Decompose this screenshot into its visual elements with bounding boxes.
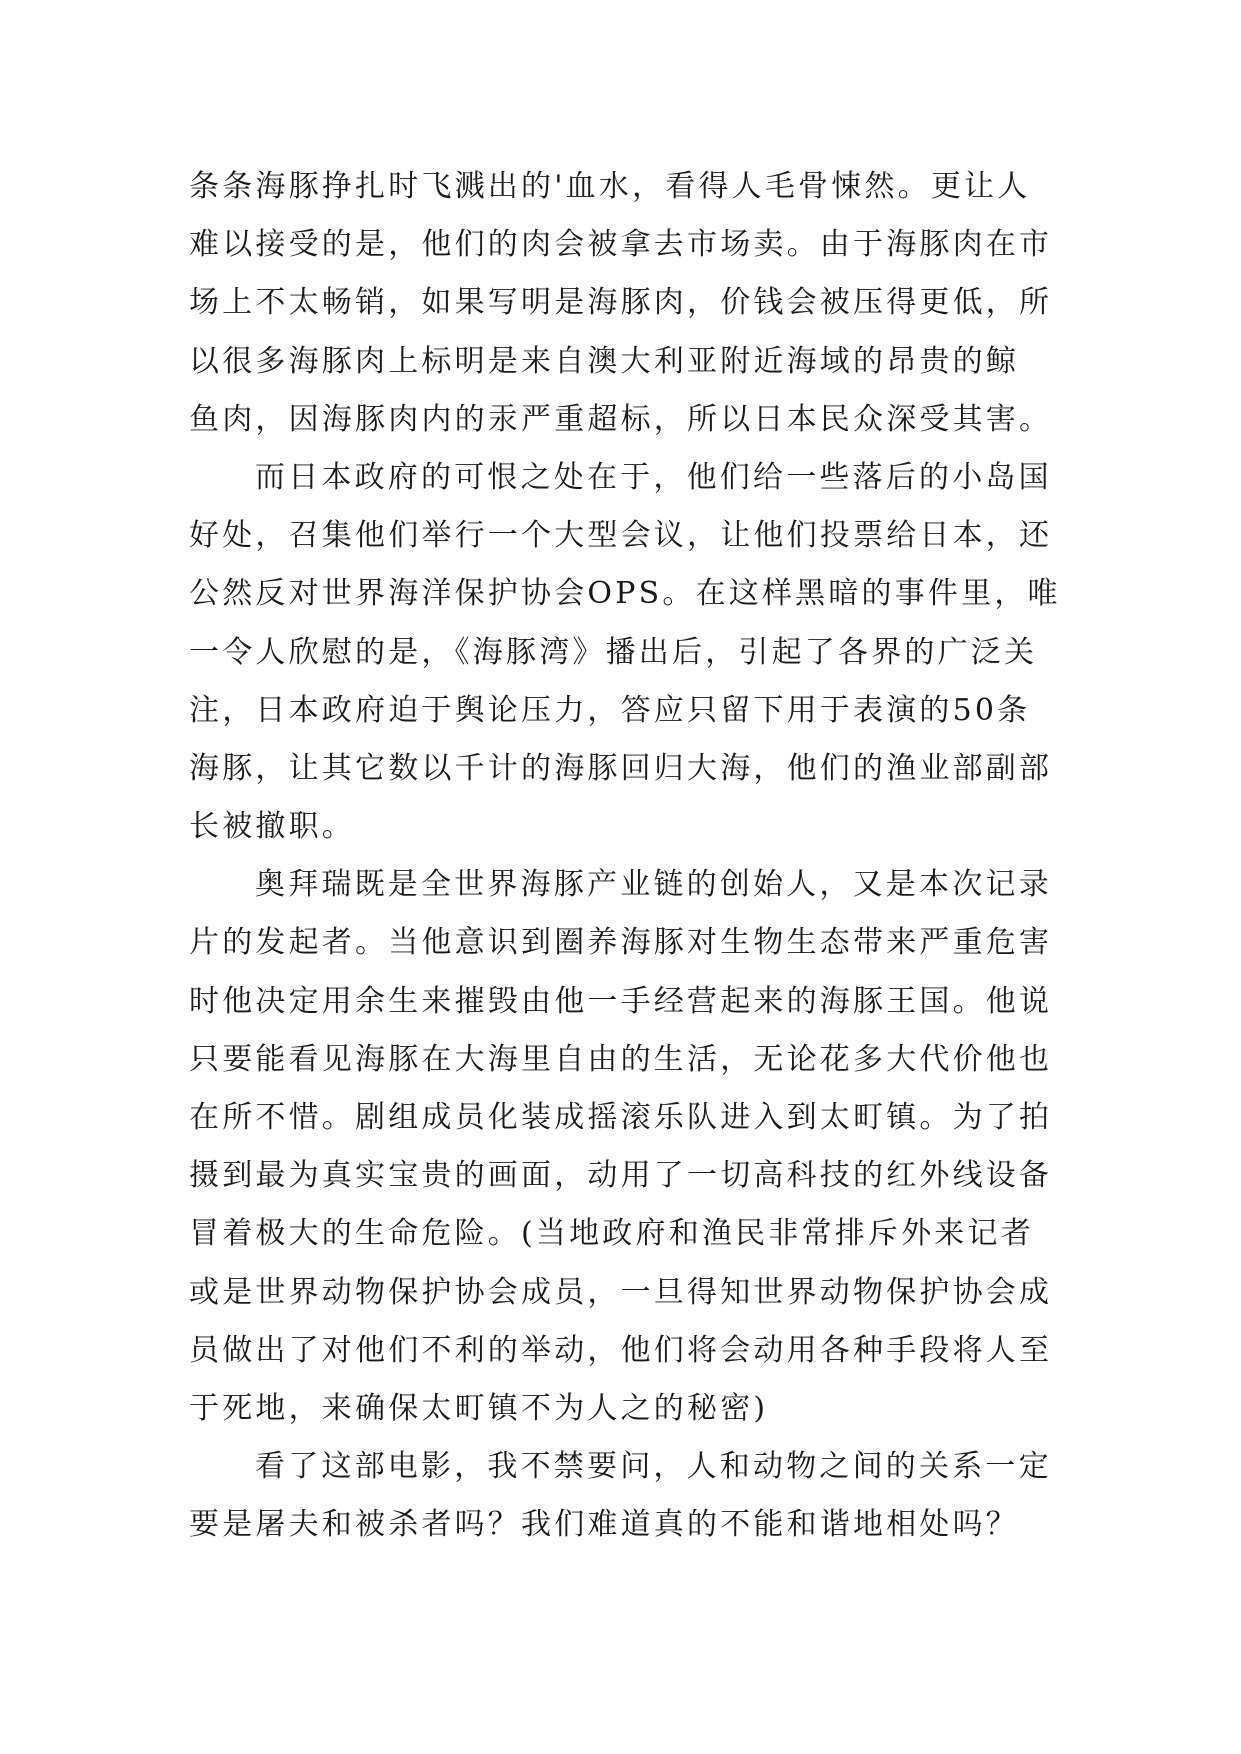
text-line: 片的发起者。当他意识到圈养海豚对生物生态带来严重危害 (189, 925, 1053, 961)
text-line: 在所不惜。剧组成员化装成摇滚乐队进入到太町镇。为了拍 (189, 1100, 1053, 1135)
text-line: 于死地，来确保太町镇不为人之的秘密) (189, 1390, 769, 1426)
text-line: 一令人欣慰的是，《海豚湾》播出后，引起了各界的广泛关 (189, 634, 1038, 670)
document-body (189, 158, 1069, 1555)
text-line: 摄到最为真实宝贵的画面，动用了一切高科技的红外线设备 (189, 1158, 1053, 1194)
text-line: 以很多海豚肉上标明是来自澳大利亚附近海域的昂贵的鲸 (189, 343, 1019, 379)
text-line: 海豚，让其它数以千计的海豚回归大海，他们的渔业部副部 (189, 750, 1053, 786)
paragraph-4 (189, 1438, 1069, 1554)
text-line: 冒着极大的生命危险。(当地政府和渔民非常排斥外来记者 (189, 1216, 1034, 1252)
text-line: 或是世界动物保护协会成员，一旦得知世界动物保护协会成 (189, 1274, 1053, 1310)
text-line: 长被撤职。 (189, 809, 355, 845)
text-line: 注，日本政府迫于舆论压力，答应只留下用于表演的50条 (189, 692, 1031, 728)
text-line: 条条海豚挣扎时飞溅出的'血水，看得人毛骨悚然。更让人 (189, 169, 1031, 204)
text-line: 看了这部电影，我不禁要问，人和动物之间的关系一定 (255, 1449, 1052, 1485)
text-line: 奥拜瑞既是全世界海豚产业链的创始人，又是本次记录 (255, 867, 1052, 903)
text-line: 要是屠夫和被杀者吗？我们难道真的不能和谐地相处吗？ (189, 1507, 1019, 1543)
text-line: 时他决定用余生来摧毁由他一手经营起来的海豚王国。他说 (189, 983, 1053, 1019)
text-line: 员做出了对他们不利的举动，他们将会动用各种手段将人至 (189, 1332, 1053, 1368)
text-line: 只要能看见海豚在大海里自由的生活，无论花多大代价他也 (189, 1041, 1053, 1077)
text-line: 难以接受的是，他们的肉会被拿去市场卖。由于海豚肉在市 (189, 227, 1053, 263)
text-line: 鱼肉，因海豚肉内的汞严重超标，所以日本民众深受其害。 (189, 401, 1053, 437)
text-line: 好处，召集他们举行一个大型会议，让他们投票给日本，还 (189, 518, 1053, 554)
paragraph-2 (189, 449, 1069, 856)
paragraph-3 (189, 856, 1069, 1438)
text-line: 公然反对世界海洋保护协会OPS。在这样黑暗的事件里，唯 (189, 576, 1061, 612)
paragraph-1 (189, 158, 1069, 449)
text-line: 而日本政府的可恨之处在于，他们给一些落后的小岛国 (255, 459, 1052, 495)
text-line: 场上不太畅销，如果写明是海豚肉，价钱会被压得更低，所 (189, 285, 1053, 321)
